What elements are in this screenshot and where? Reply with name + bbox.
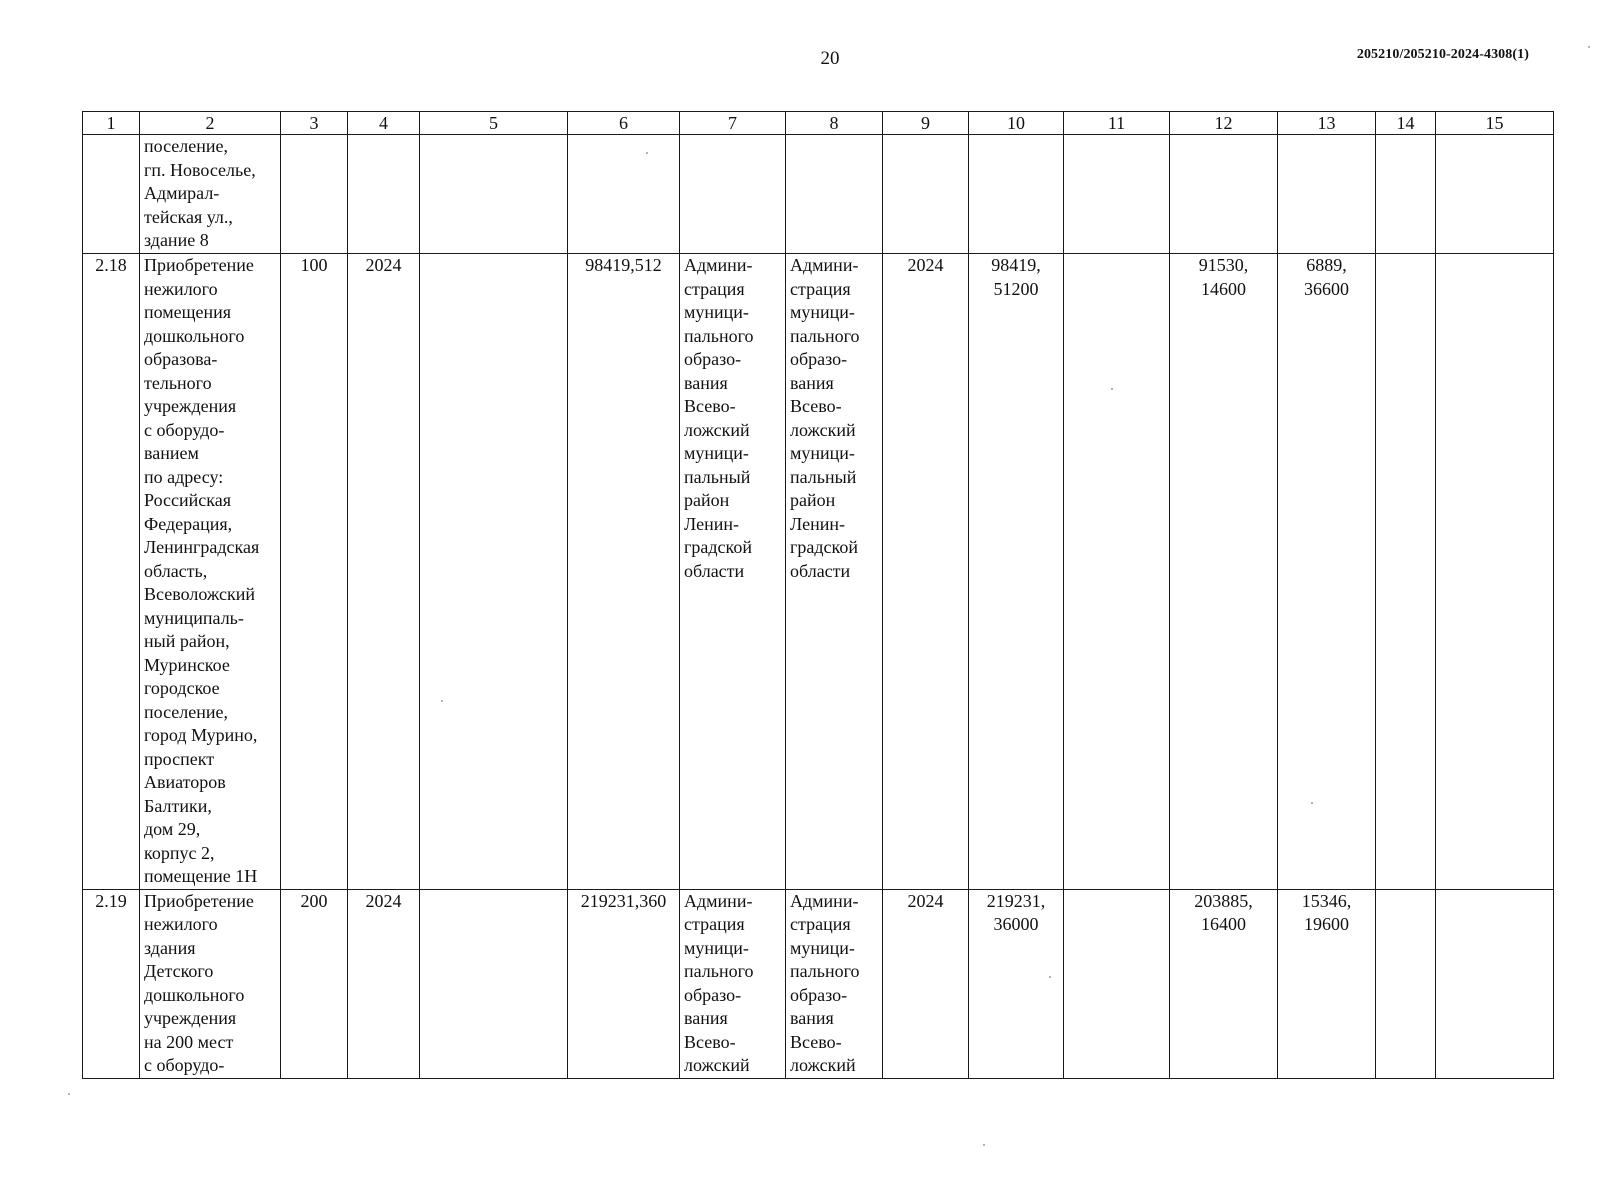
column-header: 5 — [420, 112, 568, 135]
column-header: 8 — [786, 112, 883, 135]
cell-year-financing — [883, 135, 969, 254]
register-table — [82, 111, 1554, 1079]
column-number-row — [83, 112, 1554, 135]
cell-year-financing: 2024 — [883, 254, 969, 890]
cell-col11 — [1064, 135, 1170, 254]
scan-speck — [441, 700, 443, 702]
scan-speck — [983, 1144, 985, 1146]
column-header: 11 — [1064, 112, 1170, 135]
column-header: 9 — [883, 112, 969, 135]
column-header: 7 — [680, 112, 786, 135]
cell-col15 — [1436, 254, 1554, 890]
cell-customer — [680, 135, 786, 254]
cell-col5 — [420, 254, 568, 890]
document-id: 205210/205210-2024-4308(1) — [1356, 47, 1529, 62]
cell-col5 — [420, 889, 568, 1078]
column-header: 10 — [969, 112, 1064, 135]
scan-speck — [68, 1093, 70, 1095]
cell-col14 — [1376, 254, 1436, 890]
cell-amount-col13: 6889, 36600 — [1278, 254, 1376, 890]
scan-speck — [1311, 802, 1313, 804]
cell-col11 — [1064, 254, 1170, 890]
column-header: 12 — [1170, 112, 1278, 135]
cell-estimated-cost — [568, 135, 680, 254]
cell-col14 — [1376, 135, 1436, 254]
cell-object-description: Приобретение нежилого здания Детского дошкольного учреждения на 200 мест с оборудо- — [140, 889, 281, 1078]
cell-year: 2024 — [348, 254, 420, 890]
cell-capacity — [281, 135, 348, 254]
column-header: 3 — [281, 112, 348, 135]
cell-amount-col12 — [1170, 135, 1278, 254]
cell-number — [83, 135, 140, 254]
scan-speck — [646, 152, 648, 154]
cell-object-description: поселение, гп. Новоселье, Адмирал- тейская ул., здание 8 — [140, 135, 281, 254]
cell-col15 — [1436, 135, 1554, 254]
scan-speck — [1588, 46, 1590, 48]
cell-capacity: 100 — [281, 254, 348, 890]
cell-amount-col12: 203885, 16400 — [1170, 889, 1278, 1078]
column-header: 4 — [348, 112, 420, 135]
cell-year: 2024 — [348, 889, 420, 1078]
table-row-2-18 — [83, 254, 1554, 890]
cell-col11 — [1064, 889, 1170, 1078]
cell-number: 2.18 — [83, 254, 140, 890]
cell-year — [348, 135, 420, 254]
cell-estimated-cost: 98419,512 — [568, 254, 680, 890]
column-header: 2 — [140, 112, 281, 135]
cell-number: 2.19 — [83, 889, 140, 1078]
cell-year-financing: 2024 — [883, 889, 969, 1078]
cell-amount-col13 — [1278, 135, 1376, 254]
cell-developer: Админи- страция муници- пального образо- вания Всево- ложский муници- пальный район Ленин- градской области — [786, 254, 883, 890]
cell-total-amount: 98419, 51200 — [969, 254, 1064, 890]
page-number: 20 — [820, 48, 840, 69]
cell-capacity: 200 — [281, 889, 348, 1078]
cell-col5 — [420, 135, 568, 254]
cell-developer — [786, 135, 883, 254]
cell-col14 — [1376, 889, 1436, 1078]
scan-speck — [1049, 976, 1051, 978]
column-header: 14 — [1376, 112, 1436, 135]
column-header: 13 — [1278, 112, 1376, 135]
cell-developer: Админи- страция муници- пального образо- вания Всево- ложский — [786, 889, 883, 1078]
column-header: 6 — [568, 112, 680, 135]
cell-col15 — [1436, 889, 1554, 1078]
table-row-continuation — [83, 135, 1554, 254]
cell-total-amount: 219231, 36000 — [969, 889, 1064, 1078]
scan-speck — [1111, 388, 1113, 390]
cell-object-description: Приобретение нежилого помещения дошкольного образова- тельного учреждения с оборудо- ванием по адресу: Российская Федерация, Ленинградская область, Всеволожский муниципаль- ный район, Муринское городское поселение, город Мурино, проспект Авиаторов Балтики, дом 29, корпус 2, помещение 1Н — [140, 254, 281, 890]
cell-estimated-cost: 219231,360 — [568, 889, 680, 1078]
cell-customer: Админи- страция муници- пального образо- вания Всево- ложский муници- пальный район Ленин- градской области — [680, 254, 786, 890]
cell-amount-col13: 15346, 19600 — [1278, 889, 1376, 1078]
cell-total-amount — [969, 135, 1064, 254]
cell-amount-col12: 91530, 14600 — [1170, 254, 1278, 890]
cell-customer: Админи- страция муници- пального образо- вания Всево- ложский — [680, 889, 786, 1078]
column-header: 1 — [83, 112, 140, 135]
table-row-2-19 — [83, 889, 1554, 1078]
column-header: 15 — [1436, 112, 1554, 135]
